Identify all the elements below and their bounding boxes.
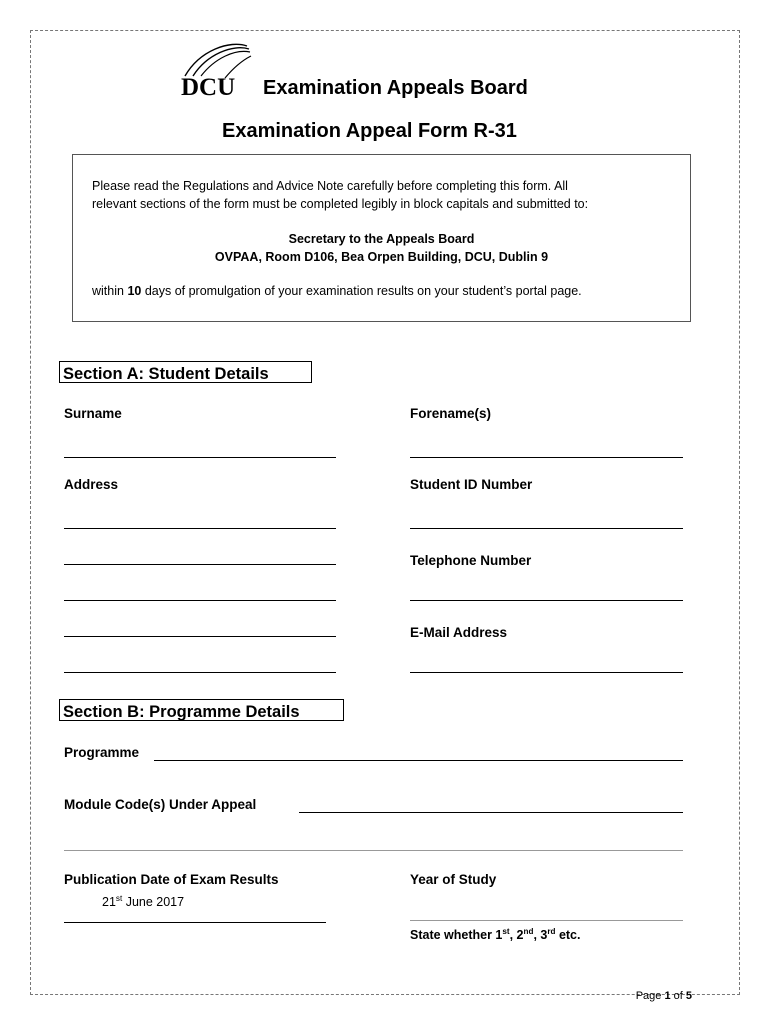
notice-line-2: relevant sections of the form must be completed legibly in block capitals and submitted to: xyxy=(92,197,589,211)
module-field-line-2[interactable] xyxy=(64,850,683,851)
address-field-line-1[interactable] xyxy=(64,528,336,529)
address-label: Address xyxy=(64,477,119,492)
student-id-field[interactable] xyxy=(410,528,683,529)
telephone-label: Telephone Number xyxy=(410,553,532,568)
email-label: E-Mail Address xyxy=(410,625,508,640)
deadline-post: days of promulgation of your examination results on your student’s portal page. xyxy=(141,284,582,298)
email-field[interactable] xyxy=(410,672,683,673)
telephone-field[interactable] xyxy=(410,600,683,601)
recipient-line-2: OVPAA, Room D106, Bea Orpen Building, DCU, Dublin 9 xyxy=(214,250,549,264)
recipient-line-1: Secretary to the Appeals Board xyxy=(288,232,475,246)
logo-text: DCU xyxy=(181,74,236,101)
year-label: Year of Study xyxy=(410,872,497,887)
dcu-logo xyxy=(165,40,255,101)
section-b-title: Section B: Programme Details xyxy=(59,699,344,721)
section-a-title: Section A: Student Details xyxy=(59,361,312,383)
form-title: Examination Appeal Form R-31 xyxy=(222,120,517,142)
notice-line-1: Please read the Regulations and Advice Note carefully before completing this form. All xyxy=(92,179,568,193)
surname-field[interactable] xyxy=(64,457,336,458)
board-title: Examination Appeals Board xyxy=(263,77,528,99)
programme-label: Programme xyxy=(64,745,140,760)
address-field-line-4[interactable] xyxy=(64,636,336,637)
module-label: Module Code(s) Under Appeal xyxy=(64,797,257,812)
address-field-line-5[interactable] xyxy=(64,672,336,673)
year-hint: State whether 1st, 2nd, 3rd etc. xyxy=(410,927,581,943)
surname-label: Surname xyxy=(64,406,122,421)
programme-field[interactable] xyxy=(154,760,683,761)
year-field[interactable] xyxy=(410,920,683,921)
address-field-line-3[interactable] xyxy=(64,600,336,601)
deadline-line xyxy=(92,282,582,300)
publication-label: Publication Date of Exam Results xyxy=(64,872,279,887)
deadline-pre: within xyxy=(92,284,128,298)
publication-date-value: 21st June 2017 xyxy=(102,894,185,910)
notice-box xyxy=(72,154,691,322)
student-id-label: Student ID Number xyxy=(410,477,533,492)
address-field-line-2[interactable] xyxy=(64,564,336,565)
publication-date-field[interactable] xyxy=(64,922,326,923)
forenames-label: Forename(s) xyxy=(410,406,492,421)
forenames-field[interactable] xyxy=(410,457,683,458)
deadline-days: 10 xyxy=(127,284,142,298)
page-number: Page 1 of 5 xyxy=(635,990,692,1002)
module-field[interactable] xyxy=(299,812,683,813)
